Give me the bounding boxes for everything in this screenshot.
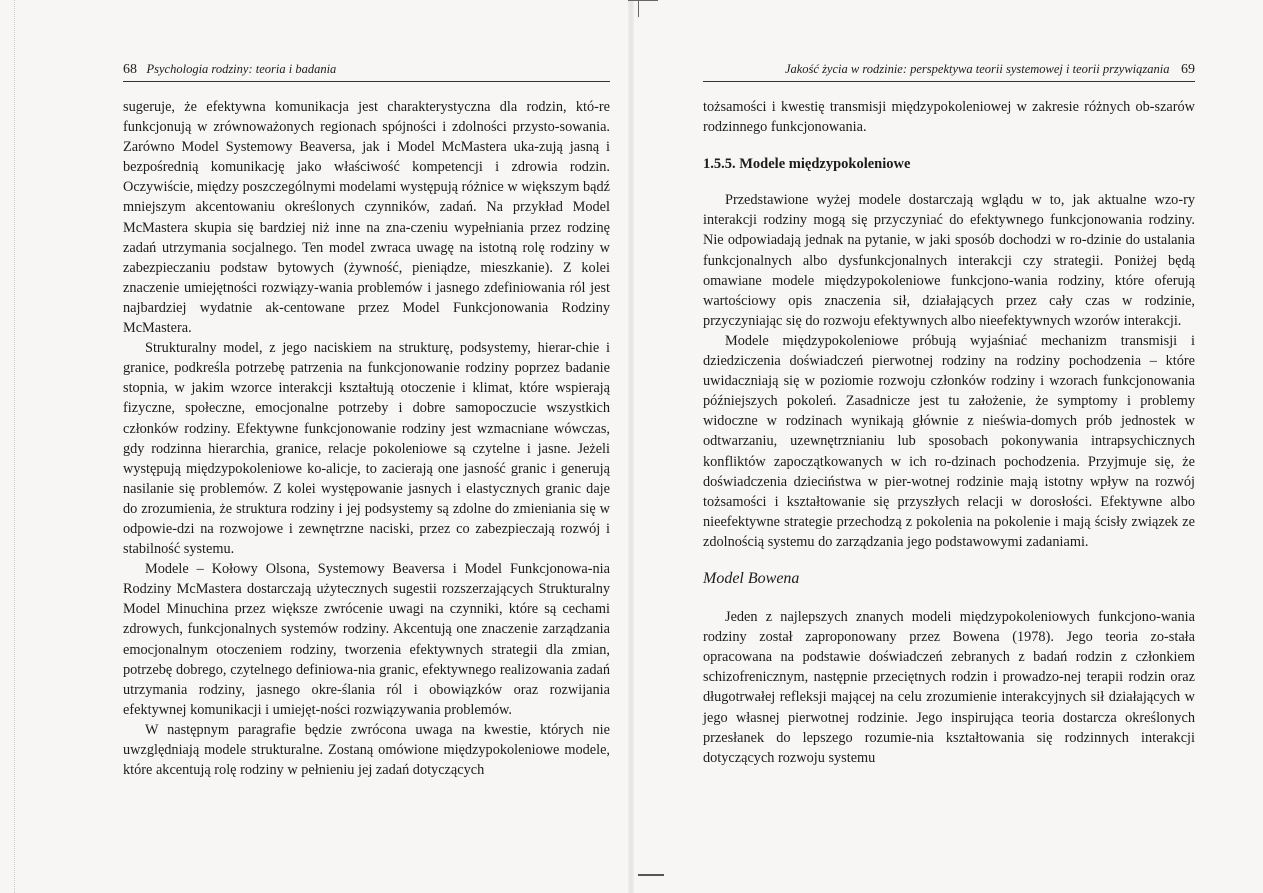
left-page-number: 68 — [123, 62, 137, 77]
left-page — [0, 0, 631, 893]
left-page-header — [123, 61, 610, 82]
paragraph: Strukturalny model, z jego naciskiem na strukturę, podsystemy, hierar-chie i granice, podkreśla potrzebę patrzenia na funkcjonowanie rodziny poprzez badanie stopnia, w jakim wzorce interakcji kształtują otoczenie i klimat, które wspierają fizyczne, społeczne, emocjonalne potrzeby i dobre samopoczucie wszystkich członków rodziny. Efektywne funkcjonowanie rodziny jest wzmacniane wówczas, gdy rodzinna hierarchia, granice, relacje pokoleniowe są czytelne i jasne. Jeżeli występują międzypokoleniowe ko-alicje, to zacierają one jasność granic i generują nasilanie się problemów. Z kolei występowanie jasnych i elastycznych granic daje do zrozumienia, że struktura rodziny i jej podsystemy są zdolne do zmieniania się w odpowie-dzi na rozwojowe i zewnętrzne naciski, przez co zabezpieczają rozwój i stabilność systemu. — [123, 340, 610, 558]
paragraph: Modele – Kołowy Olsona, Systemowy Beaversa i Model Funkcjonowa-nia Rodziny McMastera dostarczają użytecznych sugestii rozszerzających Strukturalny Model Minuchina przez większe zwrócenie uwagi na czynniki, które są cechami zdrowych, funkcjonalnych systemów rodziny. Akcentują one znaczenie zarządzania emocjonalnym otoczeniem rodziny, tworzenia efektywnych strategii dla zmian, potrzebę dobrego, czytelnego definiowa-nia granic, efektywnego realizowania zadań utrzymania rodziny, jasnego okre-ślania ról i obowiązków oraz rozwijania efektywnej komunikacji i umiejęt-ności rozwiązywania problemów. — [123, 561, 610, 718]
right-page-body — [703, 97, 1195, 768]
right-page-header — [703, 61, 1195, 82]
left-running-title: Psychologia rodziny: teoria i badania — [146, 62, 337, 76]
paragraph: sugeruje, że efektywna komunikacja jest charakterystyczna dla rodzin, któ-re funkcjonują w zrównoważonych regionach spójności i zdolności przysto-sowania. Zarówno Model Systemowy Beaversa, jak i Model McMastera uka-zują jasną i bezpośrednią komunikację jako właściwość kompetencji i zdrowia rodzin. Oczywiście, między poszczególnymi modelami występują różnice w większym bądź mniejszym akcentowaniu określonych czynników, zadań. Na przykład Model McMastera skupia się bardziej niż inne na zna-czeniu wypełniania przez rodzinę zadań utrzymania socjalnego. Ten model zwraca uwagę na istotną rolę rodziny w zabezpieczaniu podstaw bytowych (żywność, pieniądze, mieszkanie). Z kolei znaczenie umiejętności rozwiązy-wania problemów i jasnego zdefiniowania ról jest najbardziej wydatnie ak-centowane przez Model Funkcjonowania Rodziny McMastera. — [123, 99, 610, 337]
paragraph: Przedstawione wyżej modele dostarczają wglądu w to, jak aktualne wzo-ry interakcji rodziny mogą się przyczyniać do efektywnego funkcjonowania rodziny. Nie odpowiadają jednak na pytanie, w jaki sposób dochodzi w ro-dzinie do ustalania funkcjonalnych albo dysfunkcjonalnych interakcji czy strategii. Poniżej będą omawiane modele międzypokoleniowe funkcjono-wania rodziny, które oferują wartościowy opis znaczenia sił, działających przez cały czas w rodzinie, przyczyniając się do rozwoju efektywnych albo nieefektywnych wzorów interakcji. — [703, 192, 1195, 329]
section-heading: 1.5.5. Modele międzypokoleniowe — [703, 156, 911, 173]
subsection-heading: Model Bowena — [703, 569, 800, 587]
paragraph: Modele międzypokoleniowe próbują wyjaśniać mechanizm transmisji i dziedziczenia doświadczeń pierwotnej rodziny na rodziny pochodzenia – które uwidaczniają się w poziomie rozwoju członków rodziny i wzorach funkcjonowania późniejszych pokoleń. Zasadnicze jest tu założenie, że symptomy i problemy widoczne w rodzinach wynikają głównie z nieświa-domych prób jednostek w odtwarzaniu, uzewnętrznianiu lub sposobach pokonywania intrapsychicznych konfliktów zapoczątkowanych w ich ro-dzinach pochodzenia. Przyjmuje się, że doświadczenia dzieciństwa w pier-wotnej rodzinie mają istotny wpływ na rozwój tożsamości i kształtowanie się przyszłych relacji w dorosłości. Efektywne albo nieefektywne strategie przechodzą z pokolenia na pokolenie i mają ścisły związek ze zdolnością systemu do zarządzania jego podstawowymi zadaniami. — [703, 332, 1195, 550]
left-page-body — [123, 97, 610, 780]
paragraph: Jeden z najlepszych znanych modeli międzypokoleniowych funkcjono-wania rodziny został zaproponowany przez Bowena (1978). Jego teoria zo-stała opracowana na podstawie doświadczeń zebranych z badań rodzin z członkiem schizofrenicznym, następnie przeciętnych rodzin i prowadzo-nej terapii rodzin oraz długotrwałej refleksji mającej na celu zrozumienie interakcyjnych sił działających w jego własnej pierwotnej rodzinie. Jego inspirująca teoria dostarcza określonych przesłanek do lepszego rozumie-nia kształtowania się rodzinnych interakcji dotyczących rozwoju systemu — [703, 609, 1195, 766]
right-page-number: 69 — [1181, 62, 1195, 77]
paragraph: tożsamości i kwestię transmisji międzypokoleniowej w zakresie różnych ob-szarów rodzinnego funkcjonowania. — [703, 99, 1195, 136]
paragraph: W następnym paragrafie będzie zwrócona uwaga na kwestie, których nie uwzględniają modele strukturalne. Zostaną omówione międzypokoleniowe modele, które akcentują rolę rodziny w pełnieniu jej zadań dotyczących — [123, 721, 610, 779]
right-running-title: Jakość życia w rodzinie: perspektywa teorii systemowej i teorii przywiązania — [784, 62, 1170, 76]
right-page — [632, 0, 1263, 893]
